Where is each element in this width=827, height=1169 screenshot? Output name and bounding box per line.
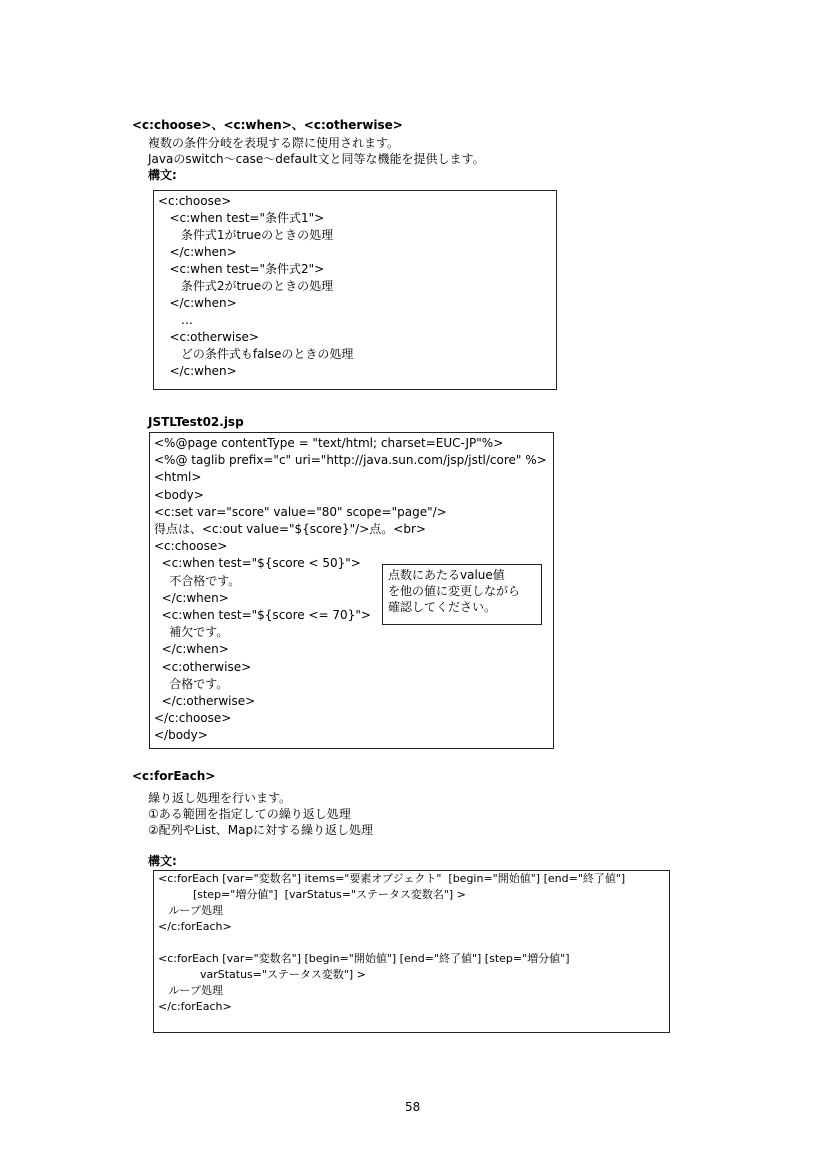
code-line: <c:choose> bbox=[154, 539, 228, 554]
code-line: </c:otherwise> bbox=[154, 694, 256, 708]
code-line: varStatus="ステータス変数"] > bbox=[158, 968, 366, 981]
code-line: </c:when> bbox=[158, 364, 237, 378]
code-line: <c:forEach [var="変数名"] [begin="開始値"] [end="終了値"] [step="増分値"] bbox=[158, 952, 570, 965]
code-line: </c:when> bbox=[154, 642, 229, 657]
description-line: ②配列やList、Mapに対する繰り返し処理 bbox=[148, 823, 374, 837]
code-line: </c:when> bbox=[154, 590, 229, 605]
code-line: </c:forEach> bbox=[158, 1000, 232, 1013]
foreach-syntax-box bbox=[153, 870, 670, 1033]
section-heading-choose: <c:choose>、<c:when>、<c:otherwise> bbox=[132, 118, 403, 132]
description-line: Javaのswitch～case～default文と同等な機能を提供します。 bbox=[148, 152, 485, 166]
note-callout bbox=[382, 564, 542, 625]
code-line: 条件式2がtrueのときの処理 bbox=[158, 279, 334, 293]
code-line: <body> bbox=[154, 487, 204, 502]
code-line: どの条件式もfalseのときの処理 bbox=[158, 347, 354, 361]
code-line: </c:when> bbox=[158, 245, 237, 259]
choose-syntax-box bbox=[153, 190, 557, 390]
code-line: ループ処理 bbox=[158, 904, 223, 917]
code-line: 得点は、<c:out value="${score}"/>点。<br> bbox=[154, 522, 426, 536]
code-line: 不合格です。 bbox=[154, 573, 241, 588]
code-line: </c:choose> bbox=[154, 711, 232, 726]
code-line: <c:otherwise> bbox=[154, 659, 252, 674]
code-line: [step="増分値"] [varStatus="ステータス変数名"] > bbox=[158, 888, 466, 901]
code-line: 条件式1がtrueのときの処理 bbox=[158, 228, 334, 242]
code-line: <c:forEach [var="変数名"] items="要素オブジェクト" [begin="開始値"] [end="終了値"] bbox=[158, 872, 626, 885]
description-line: 複数の条件分岐を表現する際に使用されます。 bbox=[148, 136, 400, 150]
code-line: <c:set var="score" value="80" scope="page"/> bbox=[154, 504, 447, 519]
code-line: </body> bbox=[154, 728, 208, 743]
syntax-label: 構文: bbox=[148, 168, 177, 182]
code-line: <%@ taglib prefix="c" uri="http://java.sun.com/jsp/jstl/core" %> bbox=[154, 453, 547, 468]
code-line: 補欠です。 bbox=[154, 625, 229, 640]
code-line: <c:when test="条件式1"> bbox=[158, 211, 325, 225]
description-line: ①ある範囲を指定しての繰り返し処理 bbox=[148, 807, 351, 821]
page-number: 58 bbox=[405, 1100, 421, 1114]
section-heading-foreach: <c:forEach> bbox=[132, 769, 216, 783]
code-line: 確認してください。 bbox=[388, 600, 497, 614]
code-line: </c:when> bbox=[158, 296, 237, 310]
code-line: 点数にあたるvalue値 bbox=[388, 568, 505, 582]
code-line: を他の値に変更しながら bbox=[388, 584, 521, 598]
code-line: ループ処理 bbox=[158, 984, 223, 997]
code-line: <c:when test="条件式2"> bbox=[158, 262, 325, 276]
description-line: 繰り返し処理を行います。 bbox=[148, 791, 292, 805]
code-line: <c:when test="${score < 50}"> bbox=[154, 556, 361, 571]
code-line: <html> bbox=[154, 470, 202, 485]
code-line: <c:choose> bbox=[158, 194, 232, 208]
filename-heading: JSTLTest02.jsp bbox=[148, 415, 244, 429]
code-line: … bbox=[158, 313, 193, 327]
code-line: 合格です。 bbox=[154, 676, 229, 691]
code-line: <c:otherwise> bbox=[158, 330, 259, 344]
code-line: <c:when test="${score <= 70}"> bbox=[154, 608, 371, 622]
code-line: <%@page contentType = "text/html; charset=EUC-JP"%> bbox=[154, 436, 504, 450]
syntax-label: 構文: bbox=[148, 854, 177, 868]
code-line: </c:forEach> bbox=[158, 920, 232, 933]
